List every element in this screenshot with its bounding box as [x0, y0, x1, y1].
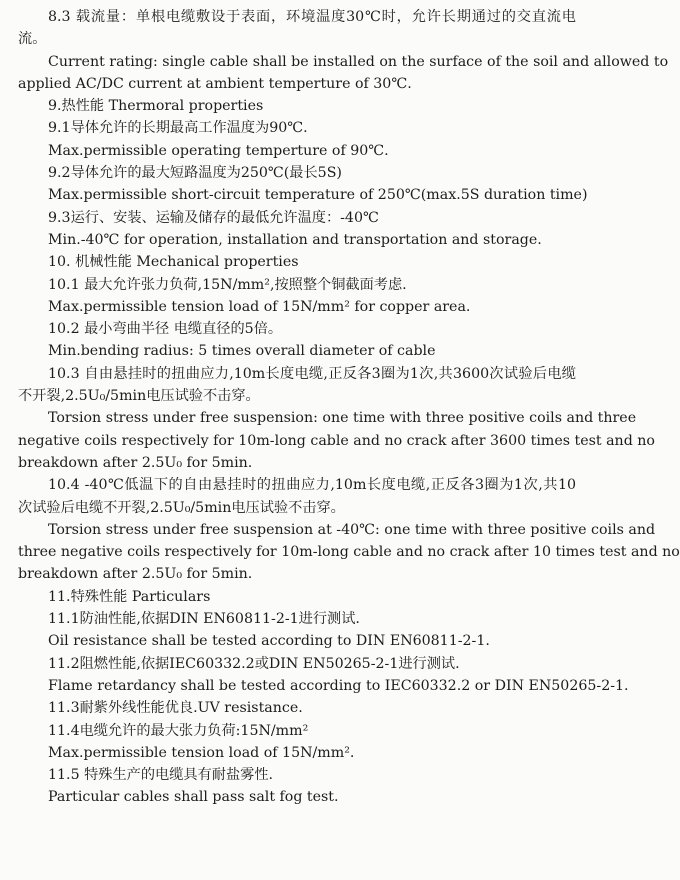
text-line: Flame retardancy shall be tested according to IEC60332.2 or DIN EN50265-2-1.: [48, 677, 629, 694]
text-line: 10.2 最小弯曲半径 电缆直径的5倍。: [48, 321, 283, 338]
text-line: 流。: [18, 31, 47, 48]
text-line: 10.3 自由悬挂时的扭曲应力,10m长度电缆,正反各3圈为1次,共3600次试验后电缆: [48, 365, 576, 382]
text-line: negative coils respectively for 10m-long cable and no crack after 3600 times test and no: [18, 432, 655, 449]
text-line: Current rating: single cable shall be installed on the surface of the soil and allowed to: [48, 53, 669, 70]
text-line: 10.4 -40℃低温下的自由悬挂时的扭曲应力,10m长度电缆,正反各3圈为1次,共10: [48, 477, 576, 494]
text-line: breakdown after 2.5U₀ for 5min.: [18, 566, 253, 583]
text-line: 11.特殊性能 Particulars: [48, 588, 211, 605]
text-line: 10. 机械性能 Mechanical properties: [48, 254, 299, 271]
text-line: 11.3耐紫外线性能优良.UV resistance.: [48, 700, 303, 717]
text-line: 11.1防油性能,依据DIN EN60811-2-1进行测试.: [48, 611, 360, 628]
text-line: 11.5 特殊生产的电缆具有耐盐雾性.: [48, 767, 274, 784]
text-line: Torsion stress under free suspension: one time with three positive coils and three: [48, 410, 637, 427]
text-line: 次试验后电缆不开裂,2.5U₀/5min电压试验不击穿。: [18, 499, 345, 516]
text-line: Max.permissible operating temperture of 90℃.: [48, 142, 389, 159]
text-line: Max.permissible tension load of 15N/mm² for copper area.: [48, 298, 471, 315]
text-line: Torsion stress under free suspension at -40℃: one time with three positive coils and: [48, 521, 656, 538]
text-line: Max.permissible short-circuit temperature of 250℃(max.5S duration time): [48, 187, 588, 204]
text-line: Min.bending radius: 5 times overall diameter of cable: [48, 343, 436, 360]
text-line: 10.1 最大允许张力负荷,15N/mm²,按照整个铜截面考虑.: [48, 276, 407, 293]
text-line: 9.2导体允许的最大短路温度为250℃(最长5S): [48, 165, 342, 182]
text-line: Max.permissible tension load of 15N/mm².: [48, 744, 355, 761]
text-line: 11.4电缆允许的最大张力负荷:15N/mm²: [48, 722, 309, 739]
text-line: applied AC/DC current at ambient temperture of 30℃.: [18, 75, 412, 92]
text-line: 11.2阻燃性能,依据IEC60332.2或DIN EN50265-2-1进行测试.: [48, 655, 460, 672]
text-body: [18, 6, 680, 809]
text-line: breakdown after 2.5U₀ for 5min.: [18, 454, 253, 471]
text-line: Oil resistance shall be tested according to DIN EN60811-2-1.: [48, 633, 490, 650]
text-line: Min.-40℃ for operation, installation and transportation and storage.: [48, 231, 542, 248]
text-line: 9.1导体允许的长期最高工作温度为90℃.: [48, 120, 308, 137]
text-line: 9.热性能 Thermoral properties: [48, 98, 264, 115]
text-line: 不开裂,2.5U₀/5min电压试验不击穿。: [18, 388, 260, 405]
text-line: 9.3运行、安装、运输及储存的最低允许温度：-40℃: [48, 209, 379, 226]
text-line: three negative coils respectively for 10m-long cable and no crack after 10 times test and no: [18, 544, 680, 561]
text-line: 8.3 载流量：单根电缆敷设于表面，环境温度30℃时，允许长期通过的交直流电: [48, 9, 576, 25]
text-line: Particular cables shall pass salt fog test.: [48, 789, 339, 806]
